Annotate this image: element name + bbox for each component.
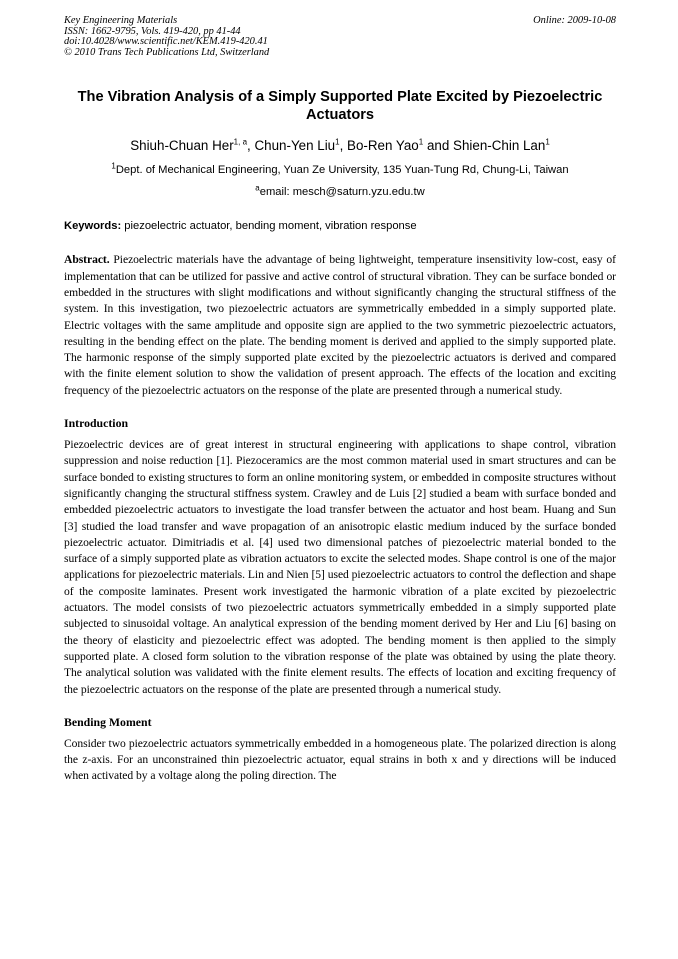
affiliation — [64, 163, 616, 177]
section-heading: Bending Moment — [64, 714, 152, 729]
keywords — [64, 219, 616, 233]
author-separator: , — [247, 138, 255, 154]
author-superscript: 1, a — [233, 137, 248, 147]
paper-page — [64, 16, 616, 785]
abstract-label: Abstract. — [64, 253, 110, 267]
doi-line: doi:10.4028/www.scientific.net/KEM.419-420.41 — [64, 36, 268, 48]
introduction-section — [64, 415, 616, 698]
author-email — [64, 185, 616, 199]
keywords-text: piezoelectric actuator, bending moment, vibration response — [121, 220, 417, 233]
author-name: Bo-Ren Yao — [347, 138, 419, 154]
affiliation-text: Dept. of Mechanical Engineering, Yuan Ze University, 135 Yuan-Tung Rd, Chung-Li, Taiwan — [115, 164, 569, 177]
abstract-section — [64, 252, 616, 399]
author-list — [64, 137, 616, 155]
affiliation-superscript: 1 — [111, 161, 116, 171]
copyright-line: © 2010 Trans Tech Publications Ltd, Switzerland — [64, 46, 270, 58]
journal-name: Key Engineering Materials — [64, 15, 178, 26]
bending-moment-paragraph: Consider two piezoelectric actuators symmetrically embedded in a homogeneous plate. The polarized direction is along the z-axis. For an unconstrained thin piezoelectric actuator, equal strains in both x and y directions will be induced when activated by a voltage along the poling direction. The — [64, 736, 616, 783]
author-name: Shiuh-Chuan Her — [130, 138, 234, 154]
section-heading: Introduction — [64, 416, 129, 431]
journal-header — [64, 16, 616, 58]
author-superscript: 1 — [418, 137, 424, 147]
abstract-paragraph — [64, 252, 616, 399]
keywords-label: Keywords: — [64, 220, 122, 233]
issn-line: ISSN: 1662-9795, Vols. 419-420, pp 41-44 — [64, 25, 241, 37]
bending-moment-section — [64, 714, 616, 785]
introduction-paragraph: Piezoelectric devices are of great interest in structural engineering with applications to shape control, vibration suppression and noise reduction [1]. Piezoceramics are the most common material used in smart structures and can be surface bonded to existing structures to form an online monitoring system, or embedded in composite structures without significantly changing the structural stiffness system. Crawley and de Luis [2] studied a beam with surface bonded and embedded piezoelectric actuators to investigate the load transfer between the actuator and host beam. Huang and Sun [3] studied the load transfer and wave propagation of an anisotropic elastic medium induced by the surface bonded piezoelectric actuator. Dimitriadis et al. [4] used two dimensional patches of piezoelectric material bonded to the surface of a simply supported plate as vibration actuators to excite the selected modes. Shape control is one of the major applications for piezoelectric materials. Lin and Nien [5] used piezoelectric actuators to control the deflection and shape of the composite laminates. Present work investigated the harmonic vibration of a plate excited by piezoelectric actuators. The model consists of two piezoelectric actuators symmetrically embedded in a simply supported plate subjected to sinusoidal voltage. An analytical expression of the bending moment derived by Her and Liu [6] basing on the theory of elasticity and piezoelectric effect was adopted. The bending moment is then applied to the simply supported plate. A closed form solution to the vibration response of the plate was obtained by using the plate theory. The analytical solution was validated with the finite element results. The effects of location and exciting frequency of the piezoelectric actuators on the response of the plate are presented through a numerical study. — [64, 438, 616, 696]
author-separator: , — [339, 138, 348, 154]
author-separator: and — [423, 138, 454, 154]
abstract-text: Piezoelectric materials have the advantage of being lightweight, temperature insensitivity low-cost, easy of implementation that can be utilized for passive and active control of structural vibration. They can be surface bonded or embedded in the structures with slight modifications and without significantly changing the structural stiffness of the system. In this investigation, two piezoelectric actuators are symmetrically embedded in a simply supported plate. Electric voltages with the same amplitude and opposite sign are applied to the two symmetric piezoelectric actuators, resulting in the bending effect on the plate. The bending moment is derived and applied to the simply supported plate. The harmonic response of the simply supported plate excited by the piezoelectric actuators is derived and compared with the finite element solution to show the validation of present approach. The effects of the location and exciting frequency of the piezoelectric actuators on the response of the plate are presented through a numerical study. — [64, 253, 616, 397]
email-text: email: mesch@saturn.yzu.edu.tw — [259, 186, 425, 199]
author-name: Chun-Yen Liu — [254, 138, 336, 154]
author-superscript: 1 — [335, 137, 340, 147]
paper-title: The Vibration Analysis of a Simply Supported Plate Excited by Piezoelectric Actuators — [77, 89, 603, 124]
email-superscript: a — [255, 183, 260, 193]
online-date: Online: 2009-10-08 — [533, 15, 616, 26]
author-name: Shien-Chin Lan — [453, 138, 546, 154]
author-superscript: 1 — [545, 137, 550, 147]
